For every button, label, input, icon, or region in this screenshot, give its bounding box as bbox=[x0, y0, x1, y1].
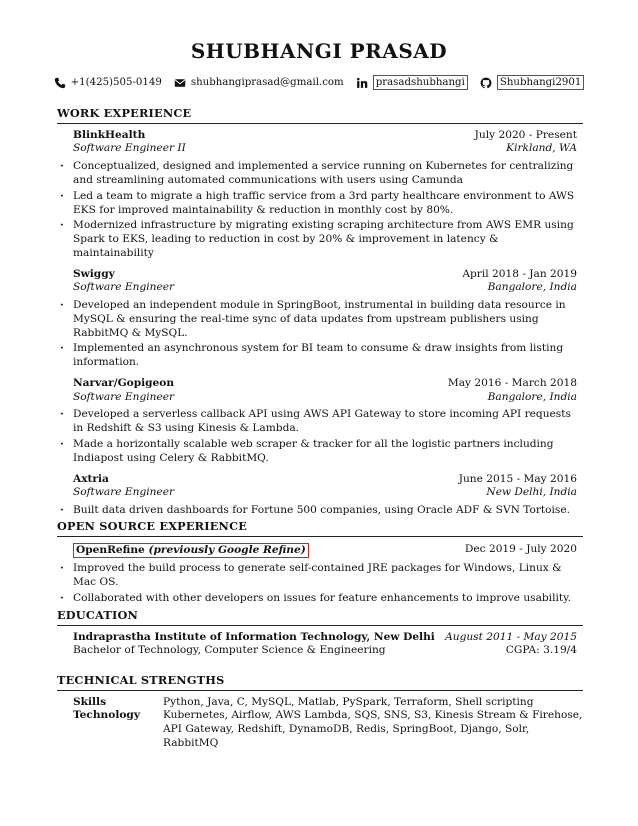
candidate-name: SHUBHANGI PRASAD bbox=[190, 39, 448, 63]
project-bullet: · Collaborated with other developers on issues for feature enhancements to improve usability. bbox=[57, 592, 577, 606]
envelope-icon bbox=[174, 77, 186, 89]
github-icon bbox=[480, 77, 492, 89]
degree: Bachelor of Technology, Computer Science & Engineering bbox=[73, 644, 386, 657]
education-section bbox=[57, 608, 583, 658]
email-text: shubhangiprasad@gmail.com bbox=[190, 77, 344, 88]
job-role: Software Engineer bbox=[73, 281, 175, 294]
education-entry bbox=[57, 631, 583, 659]
job-bullets bbox=[57, 504, 577, 518]
job-location: New Delhi, India bbox=[486, 486, 577, 499]
project-link[interactable] bbox=[73, 543, 309, 559]
job-company: Narvar/Gopigeon bbox=[73, 376, 175, 389]
job-bullet: · Built data driven dashboards for Fortune 500 companies, using Oracle ADF & SVN Tortoise. bbox=[57, 504, 577, 518]
job-dates: May 2016 - March 2018 bbox=[447, 376, 577, 389]
skill-label: Skills bbox=[73, 695, 107, 708]
job-role: Software Engineer II bbox=[73, 142, 186, 155]
contact-github[interactable] bbox=[480, 75, 585, 90]
job-company: Swiggy bbox=[73, 267, 115, 280]
project-note: (previously Google Refine) bbox=[148, 543, 306, 556]
job-entry bbox=[57, 473, 583, 518]
skill-value: Kubernetes, Airflow, AWS Lambda, SQS, SNS, S3, Kinesis Stream & Firehose, API Gateway, Redshift, DynamoDB, Redis, SpringBoot, Django, Solr, RabbitMQ bbox=[163, 709, 583, 749]
job-bullets bbox=[57, 299, 577, 370]
job-bullet: · Implemented an asynchronous system for BI team to consume & draw insights from listing information. bbox=[57, 342, 577, 370]
education-heading: EDUCATION bbox=[57, 608, 583, 626]
technical-strengths-section bbox=[57, 673, 583, 751]
school-name: Indraprastha Institute of Information Technology, New Delhi bbox=[73, 630, 435, 643]
job-bullet: · Led a team to migrate a high traffic service from a 3rd party healthcare environment to AWS EKS for improved maintainability & reduction in monthly cost by 80%. bbox=[57, 190, 577, 218]
project-dates: Dec 2019 - July 2020 bbox=[464, 542, 577, 555]
job-entry bbox=[57, 268, 583, 370]
project-entry bbox=[57, 543, 583, 606]
job-bullet: · Modernized infrastructure by migrating existing scraping architecture from AWS EMR using Spark to EKS, leading to reduction in cost by 20% & improvement in latency & maintainability bbox=[57, 219, 577, 260]
education-dates: August 2011 - May 2015 bbox=[445, 630, 577, 643]
linkedin-link[interactable]: prasadshubhangi bbox=[373, 75, 468, 90]
phone-icon bbox=[54, 77, 66, 89]
job-entry bbox=[57, 377, 583, 466]
job-dates: April 2018 - Jan 2019 bbox=[462, 267, 577, 280]
work-experience-section bbox=[57, 106, 583, 520]
job-bullet: · Conceptualized, designed and implemented a service running on Kubernetes for centralizing and streamlining automated communications with users using Camunda bbox=[57, 160, 577, 188]
technical-strengths-heading: TECHNICAL STRENGTHS bbox=[57, 673, 583, 691]
job-location: Bangalore, India bbox=[487, 281, 577, 294]
contact-bar bbox=[0, 75, 638, 90]
linkedin-icon bbox=[356, 77, 368, 89]
work-experience-heading: WORK EXPERIENCE bbox=[57, 106, 583, 124]
open-source-section bbox=[57, 519, 583, 608]
job-dates: June 2015 - May 2016 bbox=[458, 472, 577, 485]
job-bullets bbox=[57, 160, 577, 260]
job-role: Software Engineer bbox=[73, 486, 175, 499]
job-location: Kirkland, WA bbox=[506, 142, 577, 155]
job-location: Bangalore, India bbox=[487, 390, 577, 403]
job-bullet: · Made a horizontally scalable web scraper & tracker for all the logistic partners including Indiapost using Celery & RabbitMQ. bbox=[57, 438, 577, 466]
skill-value: Python, Java, C, MySQL, Matlab, PySpark, Terraform, Shell scripting bbox=[163, 695, 534, 708]
job-company: Axtria bbox=[73, 472, 109, 485]
contact-phone[interactable] bbox=[54, 76, 162, 89]
github-link[interactable]: Shubhangi2901 bbox=[497, 75, 585, 90]
contact-linkedin[interactable] bbox=[356, 75, 468, 90]
project-bullet: · Improved the build process to generate self-contained JRE packages for Windows, Linux & Mac OS. bbox=[57, 562, 577, 590]
job-entry bbox=[57, 129, 583, 261]
job-role: Software Engineer bbox=[73, 390, 175, 403]
cgpa: CGPA: 3.19/4 bbox=[505, 644, 577, 657]
job-bullets bbox=[57, 408, 577, 465]
open-source-heading: OPEN SOURCE EXPERIENCE bbox=[57, 519, 583, 537]
project-bullets bbox=[57, 562, 577, 605]
skill-row bbox=[57, 709, 583, 750]
job-bullet: · Developed an independent module in SpringBoot, instrumental in building data resource in MySQL & ensuring the real-time sync of data updates from upstream publishers using RabbitMQ & MySQL. bbox=[57, 299, 577, 340]
job-bullet: · Developed a serverless callback API using AWS API Gateway to store incoming API requests in Redshift & S3 using Kinesis & Lambda. bbox=[57, 408, 577, 436]
phone-text: +1(425)505-0149 bbox=[70, 77, 162, 88]
job-dates: July 2020 - Present bbox=[474, 128, 577, 141]
skill-label: Technology bbox=[73, 709, 140, 722]
skill-row bbox=[57, 696, 583, 710]
project-name: OpenRefine bbox=[76, 543, 145, 556]
job-company: BlinkHealth bbox=[73, 128, 146, 141]
contact-email[interactable] bbox=[174, 76, 344, 89]
